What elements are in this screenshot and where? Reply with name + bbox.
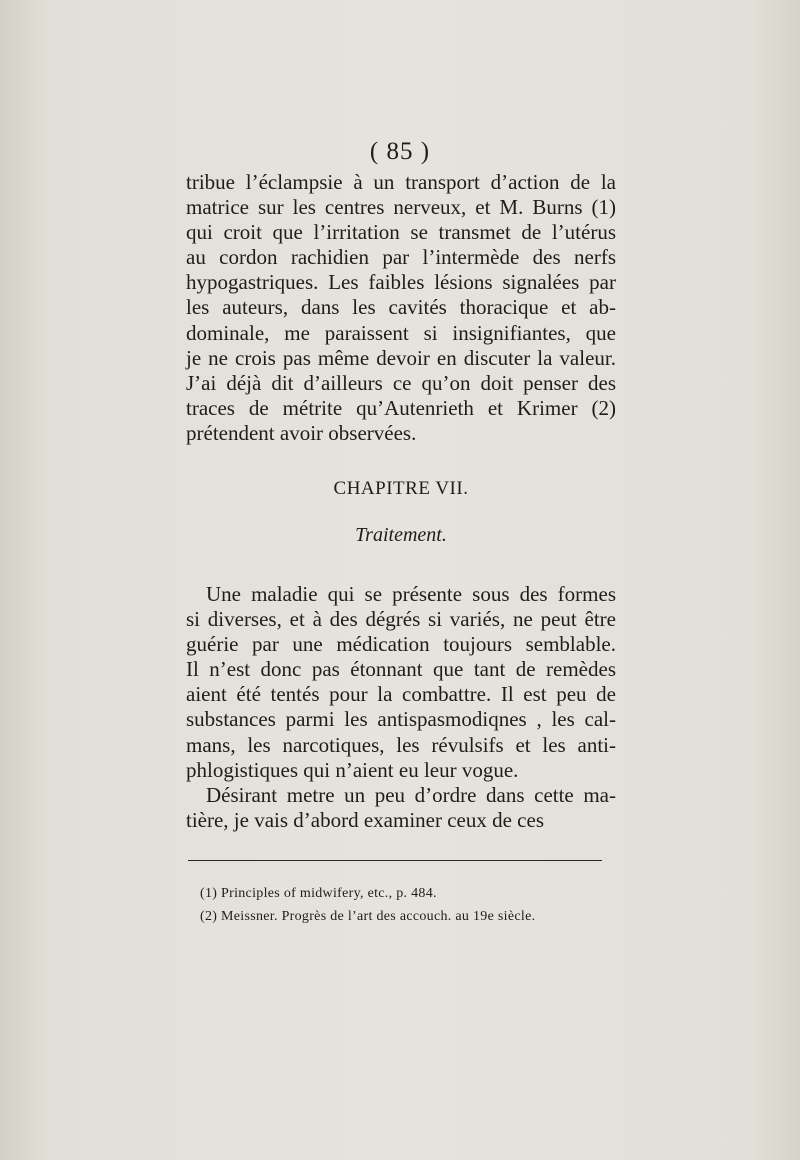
text-line: hypogastriques. Les faibles lésions signalées par: [186, 270, 616, 295]
footnote-1: (1) Principles of midwifery, etc., p. 484.: [200, 886, 437, 901]
text-line: matrice sur les centres nerveux, et M. Burns (1): [186, 195, 616, 220]
text-line: si diverses, et à des dégrés si variés, ne peut être: [186, 607, 616, 632]
text-line: guérie par une médication toujours semblable.: [186, 632, 616, 657]
text-line: mans, les narcotiques, les révulsifs et les anti-: [186, 732, 616, 757]
text-line: tribue l’éclampsie à un transport d’action de la: [186, 170, 616, 194]
text-line: les auteurs, dans les cavités thoracique et ab-: [186, 295, 616, 320]
paragraph-desirant: [186, 783, 616, 833]
paragraph-traitement: [186, 582, 616, 833]
footnotes: [200, 882, 620, 928]
text-line: qui croit que l’irritation se transmet de l’utérus: [186, 220, 616, 245]
section-title: Traitement.: [355, 524, 447, 546]
text-line: au cordon rachidien par l’intermède des nerfs: [186, 245, 616, 270]
text-line: tière, je vais d’abord examiner ceux de ces: [186, 807, 544, 832]
text-line: aient été tentés pour la combattre. Il est peu de: [186, 682, 616, 707]
text-line: Désirant metre un peu d’ordre dans cette ma-: [206, 782, 616, 807]
text-line: je ne crois pas même devoir en discuter la valeur.: [186, 345, 616, 370]
chapter-title: CHAPITRE VII.: [333, 478, 469, 499]
text-line: Il n’est donc pas étonnant que tant de remèdes: [186, 657, 616, 682]
text-line: phlogistiques qui n’aient eu leur vogue.: [186, 757, 519, 782]
text-line: traces de métrite qu’Autenrieth et Krimer (2): [186, 395, 616, 420]
footnote-2: (2) Meissner. Progrès de l’art des accouch. au 19e siècle.: [200, 909, 536, 924]
footnote-rule: [188, 860, 602, 861]
text-line: prétendent avoir observées.: [186, 420, 417, 445]
page-number: ( 85 ): [369, 138, 431, 165]
paragraph-eclampsie-causes: [186, 170, 616, 446]
text-line: J’ai déjà dit d’ailleurs ce qu’on doit penser des: [186, 370, 616, 395]
text-line: substances parmi les antispasmodiqnes , les cal-: [186, 707, 616, 732]
text-line: Une maladie qui se présente sous des formes: [206, 582, 616, 606]
text-line: dominale, me paraissent si insignifiantes, que: [186, 320, 616, 345]
